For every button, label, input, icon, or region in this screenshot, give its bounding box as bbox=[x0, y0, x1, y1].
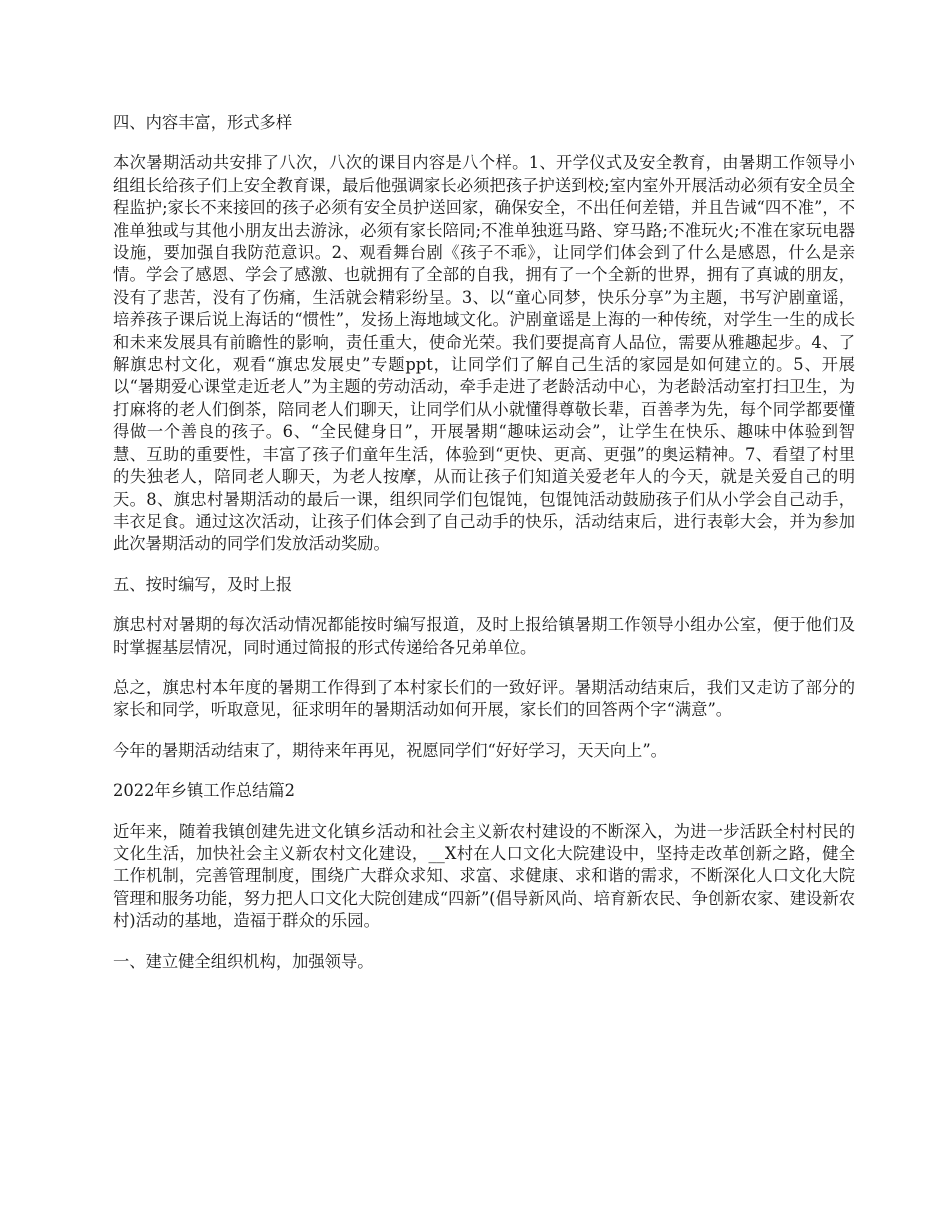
article-title-part2: 2022年乡镇工作总结篇2 bbox=[113, 781, 296, 801]
paragraph-intro-part2: 近年来，随着我镇创建先进文化镇乡活动和社会主义新农村建设的不断深入，为进一步活跃全村村民的文化生活，加快社会主义新农村文化建设，__X村在人口文化大院建设中，坚持走改革创新之路，健全工作机制，完善管理制度，围绕广大群众求知、求富、求健康、求和谐的需求，不断深化人口文化大院管理和服务功能，努力把人口文化大院创建成“四新”(倡导新风尚、培育新农民、争创新农家、建设新农村)活动的基地，造福于群众的乐园。 bbox=[113, 821, 855, 931]
paragraph-summary: 总之，旗忠村本年度的暑期工作得到了本村家长们的一致好评。暑期活动结束后，我们又走访了部分的家长和同学，听取意见，征求明年的暑期活动如何开展，家长们的回答两个字“满意”。 bbox=[113, 677, 855, 720]
paragraph-activities: 本次暑期活动共安排了八次，八次的课目内容是八个样。1、开学仪式及安全教育，由暑期工作领导小组组长给孩子们上安全教育课，最后他强调家长必须把孩子护送到校;室内室外开展活动必须有安全员全程监护;家长不来接回的孩子必须有安全员护送回家，确保安全，不出任何差错，并且告诫“四不准”，不准单独或与其他小朋友出去游泳，必须有家长陪同;不准单独逛马路、穿马路;不准玩火;不准在家玩电器设施，要加强自我防范意识。2、观看舞台剧《孩子不乖》，让同学们体会到了什么是感恩，什么是亲情。学会了感恩、学会了感激、也就拥有了全部的自我，拥有了一个全新的世界，拥有了真诚的朋友，没有了悲苦，没有了伤痛，生活就会精彩纷呈。3、以“童心同梦，快乐分享”为主题，书写沪剧童谣，培养孩子课后说上海话的“惯性”，发扬上海地域文化。沪剧童谣是上海的一种传统，对学生一生的成长和未来发展具有前瞻性的影响，责任重大，使命光荣。我们要提高育人品位，需要从雅趣起步。4、了解旗忠村文化，观看“旗忠发展史”专题ppt，让同学们了解自己生活的家园是如何建立的。5、开展以“暑期爱心课堂走近老人”为主题的劳动活动，牵手走进了老龄活动中心，为老龄活动室打扫卫生，为打麻将的老人们倒茶，陪同老人们聊天，让同学们从小就懂得尊敬长辈，百善孝为先，每个同学都要懂得做一个善良的孩子。6、“全民健身日”，开展暑期“趣味运动会”，让学生在快乐、趣味中体验到智慧、互助的重要性，丰富了孩子们童年生活，体验到“更快、更高、更强”的奥运精神。7、看望了村里的失独老人，陪同老人聊天，为老人按摩，从而让孩子们知道关爱老年人的今天，就是关爱自己的明天。8、旗忠村暑期活动的最后一课，组织同学们包馄饨，包馄饨活动鼓励孩子们从小学会自己动手，丰衣足食。通过这次活动，让孩子们体会到了自己动手的快乐，活动结束后，进行表彰大会，并为参加此次暑期活动的同学们发放活动奖励。 bbox=[113, 153, 855, 554]
paragraph-closing: 今年的暑期活动结束了，期待来年再见，祝愿同学们“好好学习，天天向上”。 bbox=[113, 740, 667, 760]
section-heading-organization: 一、建立健全组织机构，加强领导。 bbox=[113, 951, 374, 971]
document-page bbox=[113, 112, 855, 991]
section-heading-content: 四、内容丰富，形式多样 bbox=[113, 113, 293, 132]
section-heading-reporting: 五、按时编写，及时上报 bbox=[113, 574, 293, 594]
paragraph-reporting: 旗忠村对暑期的每次活动情况都能按时编写报道，及时上报给镇暑期工作领导小组办公室，便于他们及时掌握基层情况，同时通过简报的形式传递给各兄弟单位。 bbox=[113, 615, 855, 657]
